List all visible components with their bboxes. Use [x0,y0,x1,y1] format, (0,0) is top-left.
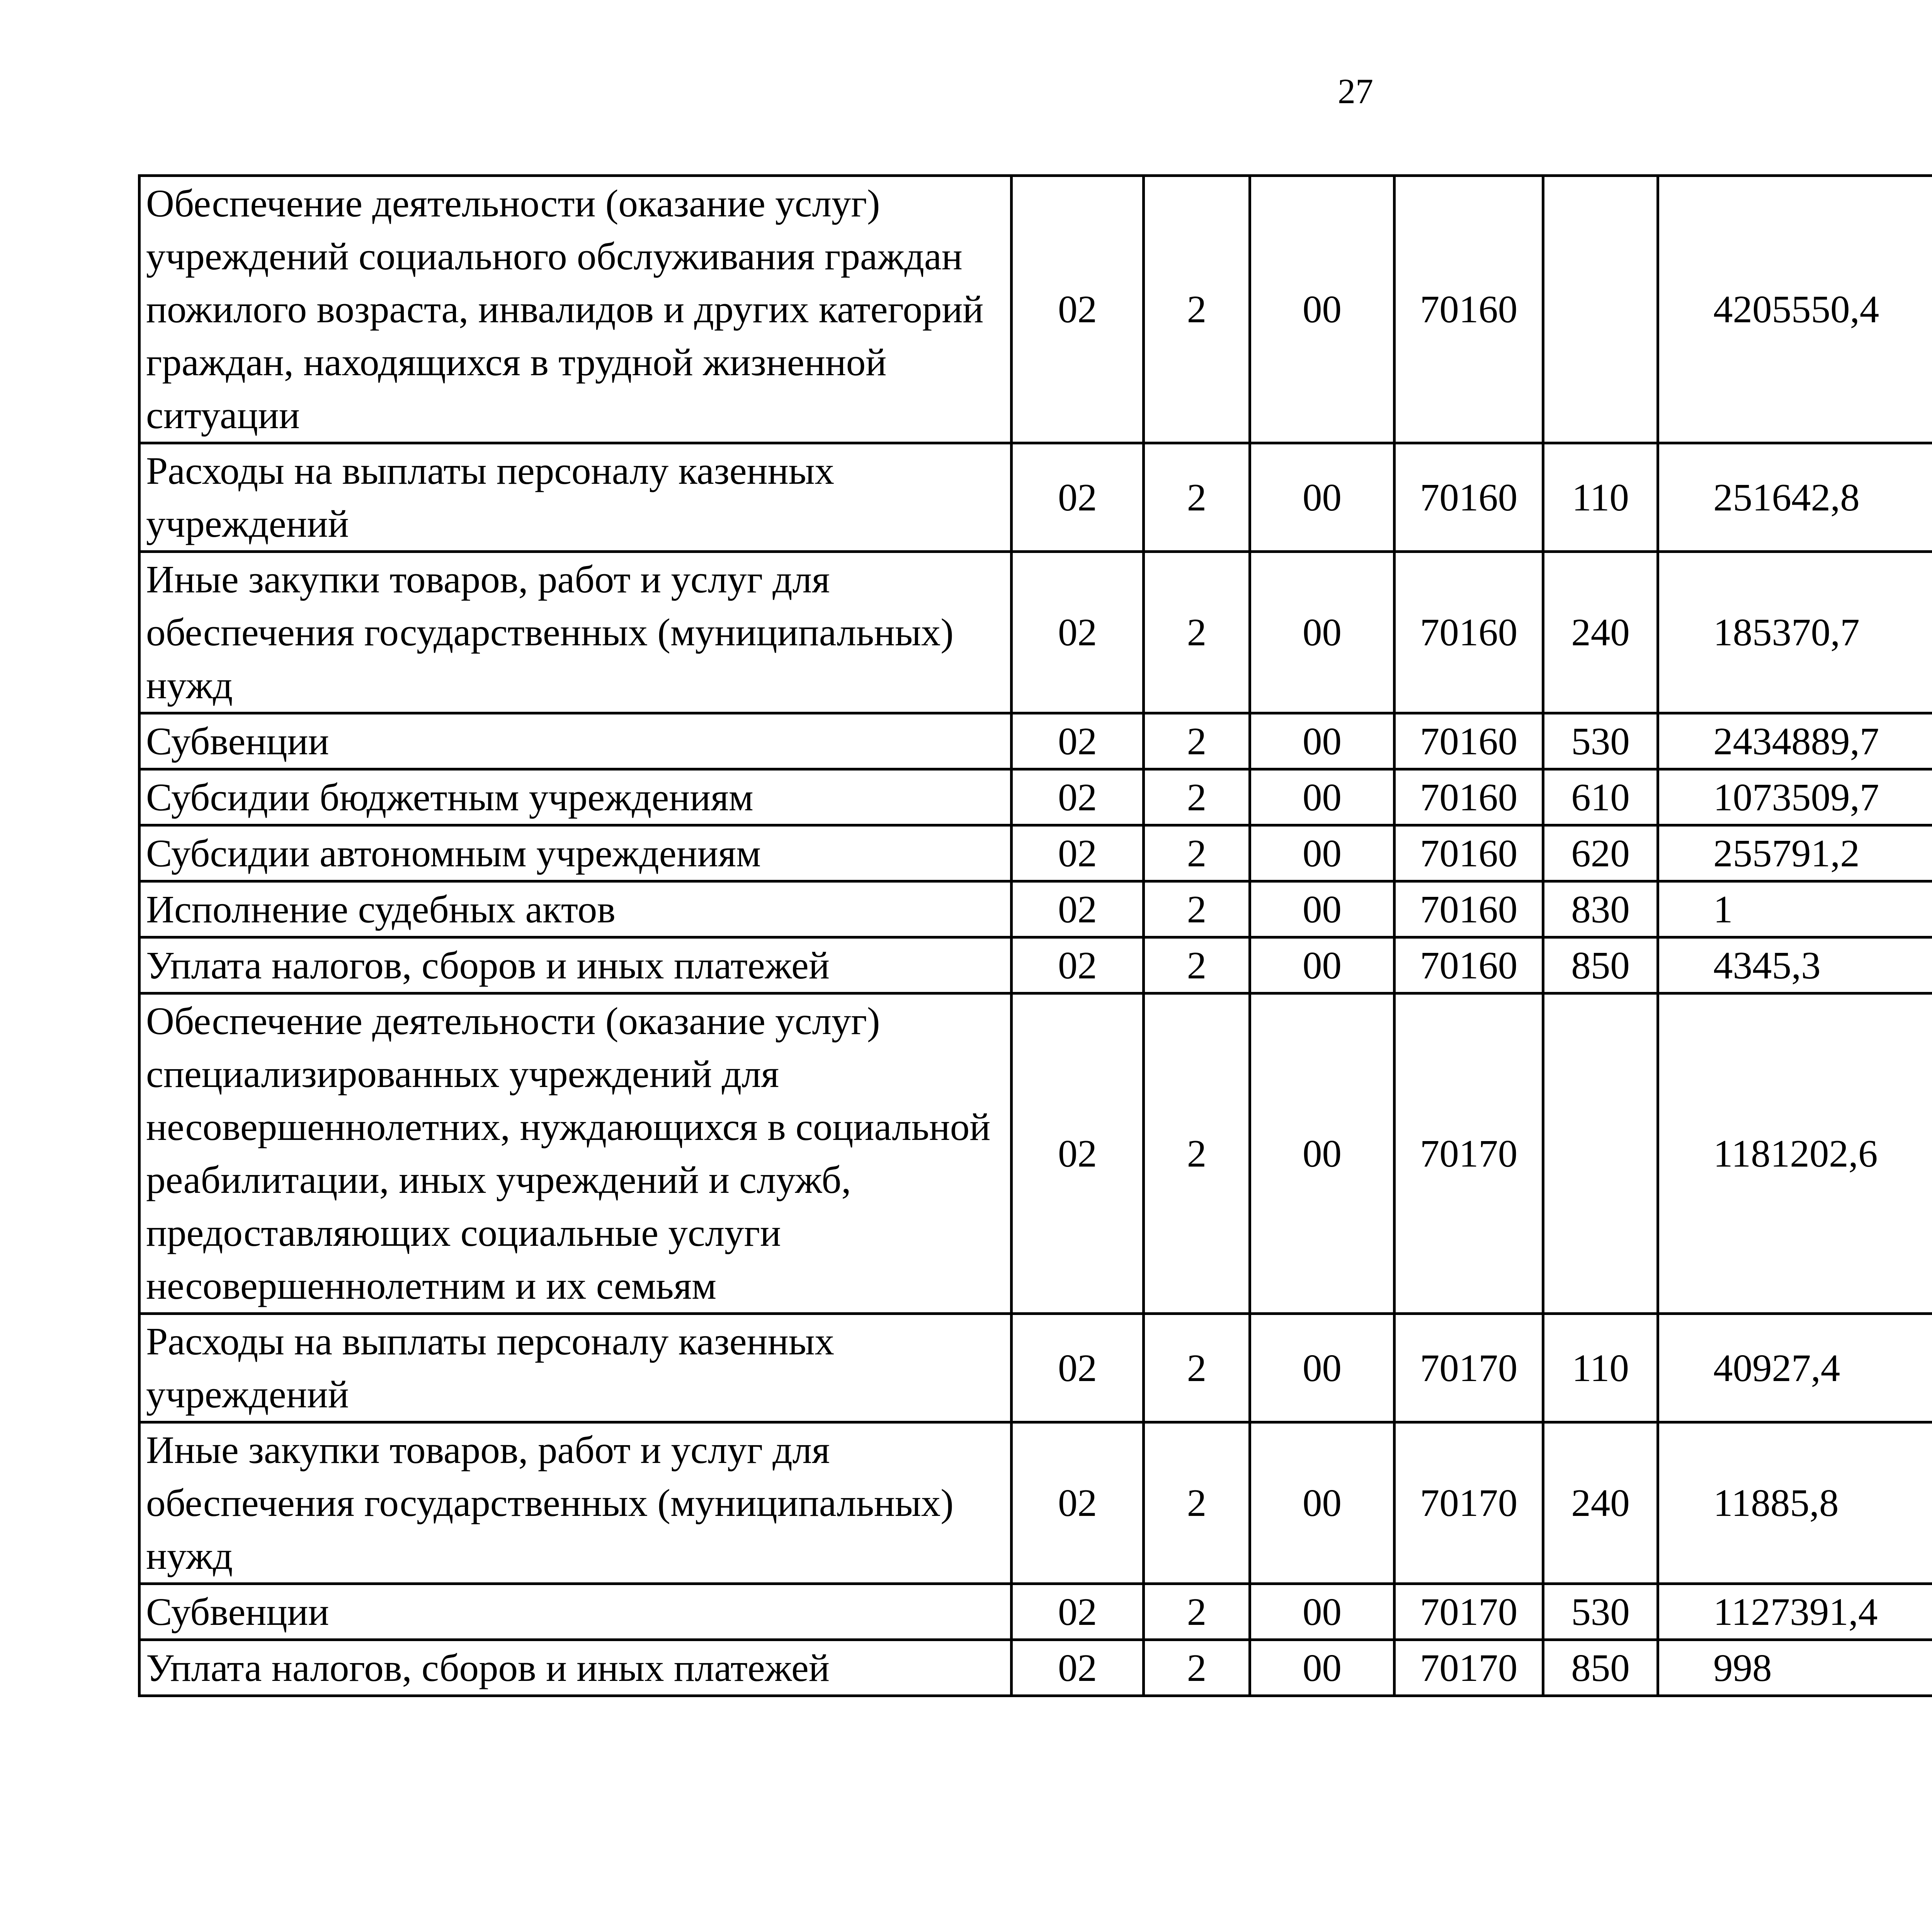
row-name-cell: Уплата налогов, сборов и иных платежей [139,1640,1012,1696]
row-name-cell: Субсидии бюджетным учреждениям [139,769,1012,825]
amount-year1-cell: 998 [1658,1640,1932,1696]
row-name-cell: Обеспечение деятельности (оказание услуг) специализированных учреждений для несовершеннолетних, нуждающихся в социальной реабилитации, иных учреждений и служб, предоставляющих социальные услуги несовершеннолетним и их семьям [139,993,1012,1314]
program-code-cell: 2 [1144,881,1250,937]
direction-code-cell: 70170 [1395,1422,1543,1584]
table-row [139,552,1932,713]
table-row [139,881,1932,937]
subprogram-code-cell: 00 [1250,1640,1395,1696]
direction-code-cell: 70160 [1395,769,1543,825]
expense-type-cell: 240 [1543,1422,1658,1584]
table-row [139,769,1932,825]
direction-code-cell: 70160 [1395,713,1543,769]
table-row [139,1584,1932,1640]
expense-type-cell: 850 [1543,1640,1658,1696]
expense-type-cell: 530 [1543,713,1658,769]
amount-year1-cell: 251642,8 [1658,443,1932,552]
section-code-cell: 02 [1012,993,1144,1314]
table-row [139,443,1932,552]
subprogram-code-cell: 00 [1250,176,1395,443]
program-code-cell: 2 [1144,769,1250,825]
budget-table [138,174,1932,1697]
program-code-cell: 2 [1144,176,1250,443]
table-row [139,176,1932,443]
direction-code-cell: 70170 [1395,1314,1543,1422]
program-code-cell: 2 [1144,1640,1250,1696]
amount-year1-cell: 4345,3 [1658,937,1932,993]
program-code-cell: 2 [1144,552,1250,713]
amount-year1-cell: 1073509,7 [1658,769,1932,825]
section-code-cell: 02 [1012,769,1144,825]
expense-type-cell: 530 [1543,1584,1658,1640]
section-code-cell: 02 [1012,825,1144,881]
row-name-cell: Исполнение судебных актов [139,881,1012,937]
direction-code-cell: 70160 [1395,552,1543,713]
subprogram-code-cell: 00 [1250,937,1395,993]
program-code-cell: 2 [1144,1422,1250,1584]
expense-type-cell [1543,176,1658,443]
amount-year1-cell: 255791,2 [1658,825,1932,881]
section-code-cell: 02 [1012,713,1144,769]
subprogram-code-cell: 00 [1250,769,1395,825]
section-code-cell: 02 [1012,1314,1144,1422]
table-row [139,937,1932,993]
row-name-cell: Расходы на выплаты персоналу казенных учреждений [139,443,1012,552]
table-row [139,713,1932,769]
expense-type-cell: 850 [1543,937,1658,993]
expense-type-cell [1543,993,1658,1314]
amount-year1-cell: 1127391,4 [1658,1584,1932,1640]
direction-code-cell: 70170 [1395,1640,1543,1696]
subprogram-code-cell: 00 [1250,881,1395,937]
page-number: 27 [1338,71,1373,111]
expense-type-cell: 110 [1543,1314,1658,1422]
amount-year1-cell: 2434889,7 [1658,713,1932,769]
section-code-cell: 02 [1012,881,1144,937]
subprogram-code-cell: 00 [1250,1584,1395,1640]
direction-code-cell: 70160 [1395,881,1543,937]
subprogram-code-cell: 00 [1250,1422,1395,1584]
expense-type-cell: 830 [1543,881,1658,937]
program-code-cell: 2 [1144,993,1250,1314]
table-row [139,825,1932,881]
direction-code-cell: 70170 [1395,993,1543,1314]
row-name-cell: Субвенции [139,1584,1012,1640]
direction-code-cell: 70160 [1395,443,1543,552]
direction-code-cell: 70160 [1395,176,1543,443]
section-code-cell: 02 [1012,176,1144,443]
section-code-cell: 02 [1012,552,1144,713]
program-code-cell: 2 [1144,713,1250,769]
subprogram-code-cell: 00 [1250,825,1395,881]
table-row [139,1314,1932,1422]
amount-year1-cell: 1 [1658,881,1932,937]
row-name-cell: Обеспечение деятельности (оказание услуг) учреждений социального обслуживания граждан пожилого возраста, инвалидов и других категорий граждан, находящихся в трудной жизненной ситуации [139,176,1012,443]
amount-year1-cell: 1181202,6 [1658,993,1932,1314]
program-code-cell: 2 [1144,825,1250,881]
row-name-cell: Иные закупки товаров, работ и услуг для обеспечения государственных (муниципальных) нужд [139,552,1012,713]
direction-code-cell: 70160 [1395,825,1543,881]
amount-year1-cell: 185370,7 [1658,552,1932,713]
subprogram-code-cell: 00 [1250,1314,1395,1422]
row-name-cell: Уплата налогов, сборов и иных платежей [139,937,1012,993]
row-name-cell: Иные закупки товаров, работ и услуг для обеспечения государственных (муниципальных) нужд [139,1422,1012,1584]
table-row [139,1640,1932,1696]
subprogram-code-cell: 00 [1250,993,1395,1314]
subprogram-code-cell: 00 [1250,552,1395,713]
subprogram-code-cell: 00 [1250,443,1395,552]
section-code-cell: 02 [1012,1422,1144,1584]
subprogram-code-cell: 00 [1250,713,1395,769]
expense-type-cell: 110 [1543,443,1658,552]
row-name-cell: Субвенции [139,713,1012,769]
row-name-cell: Расходы на выплаты персоналу казенных учреждений [139,1314,1012,1422]
table-body [139,176,1932,1696]
amount-year1-cell: 40927,4 [1658,1314,1932,1422]
section-code-cell: 02 [1012,1584,1144,1640]
expense-type-cell: 610 [1543,769,1658,825]
program-code-cell: 2 [1144,937,1250,993]
section-code-cell: 02 [1012,937,1144,993]
program-code-cell: 2 [1144,1584,1250,1640]
row-name-cell: Субсидии автономным учреждениям [139,825,1012,881]
direction-code-cell: 70170 [1395,1584,1543,1640]
amount-year1-cell: 11885,8 [1658,1422,1932,1584]
expense-type-cell: 620 [1543,825,1658,881]
direction-code-cell: 70160 [1395,937,1543,993]
program-code-cell: 2 [1144,1314,1250,1422]
table-row [139,993,1932,1314]
section-code-cell: 02 [1012,443,1144,552]
section-code-cell: 02 [1012,1640,1144,1696]
table-row [139,1422,1932,1584]
amount-year1-cell: 4205550,4 [1658,176,1932,443]
program-code-cell: 2 [1144,443,1250,552]
expense-type-cell: 240 [1543,552,1658,713]
